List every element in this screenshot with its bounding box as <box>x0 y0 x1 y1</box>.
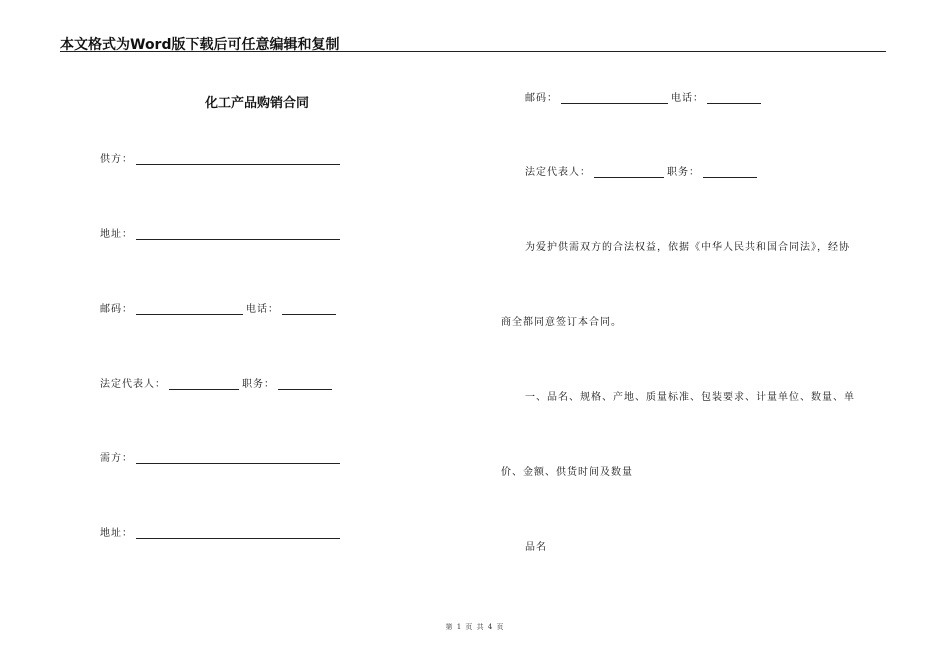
buyer-postcode-label: 邮码： <box>525 93 558 104</box>
supplier-phone-label: 电话： <box>246 304 279 315</box>
buyer-phone-blank[interactable] <box>707 93 761 104</box>
header-notice: 本文格式为Word版下载后可任意编辑和复制 <box>60 37 340 53</box>
supplier-rep-label: 法定代表人： <box>100 379 166 390</box>
supplier-rep-blank[interactable] <box>169 379 239 390</box>
buyer-phone-label: 电话： <box>671 93 704 104</box>
buyer-address-label: 地址： <box>100 528 133 539</box>
supplier-address-blank[interactable] <box>136 229 340 240</box>
supplier-postcode-label: 邮码： <box>100 304 133 315</box>
supplier-address-label: 地址： <box>100 229 133 240</box>
supplier-blank[interactable] <box>136 154 340 165</box>
supplier-label: 供方： <box>100 154 133 165</box>
buyer-rep-field <box>525 166 760 180</box>
header-divider <box>60 51 886 52</box>
supplier-rep-field <box>100 378 335 392</box>
clause1-line1: 一、品名、规格、产地、质量标准、包装要求、计量单位、数量、单 <box>525 392 855 403</box>
document-title: 化工产品购销合同 <box>205 96 310 111</box>
buyer-blank[interactable] <box>136 453 340 464</box>
buyer-postcode-phone-field <box>525 92 764 106</box>
buyer-rep-label: 法定代表人： <box>525 167 591 178</box>
supplier-postcode-phone-field <box>100 303 339 317</box>
page-header <box>60 34 886 52</box>
buyer-position-blank[interactable] <box>703 167 757 178</box>
clause1-line2: 价、金额、供货时间及数量 <box>501 467 633 478</box>
item-name-label: 品名 <box>525 542 547 553</box>
intro-paragraph-line2: 商全都同意签订本合同。 <box>501 317 622 328</box>
supplier-postcode-blank[interactable] <box>136 304 243 315</box>
supplier-position-blank[interactable] <box>278 379 332 390</box>
supplier-address-field <box>100 228 343 242</box>
buyer-label: 需方： <box>100 453 133 464</box>
buyer-position-label: 职务： <box>667 167 700 178</box>
buyer-field <box>100 452 343 466</box>
page-number: 第 1 页 共 4 页 <box>445 623 505 631</box>
intro-paragraph-line1: 为爱护供需双方的合法权益，依据《中华人民共和国合同法》，经协 <box>525 242 850 253</box>
supplier-field <box>100 153 343 167</box>
supplier-phone-blank[interactable] <box>282 304 336 315</box>
buyer-address-field <box>100 527 343 541</box>
buyer-address-blank[interactable] <box>136 528 340 539</box>
buyer-rep-blank[interactable] <box>594 167 664 178</box>
buyer-postcode-blank[interactable] <box>561 93 668 104</box>
supplier-position-label: 职务： <box>242 379 275 390</box>
